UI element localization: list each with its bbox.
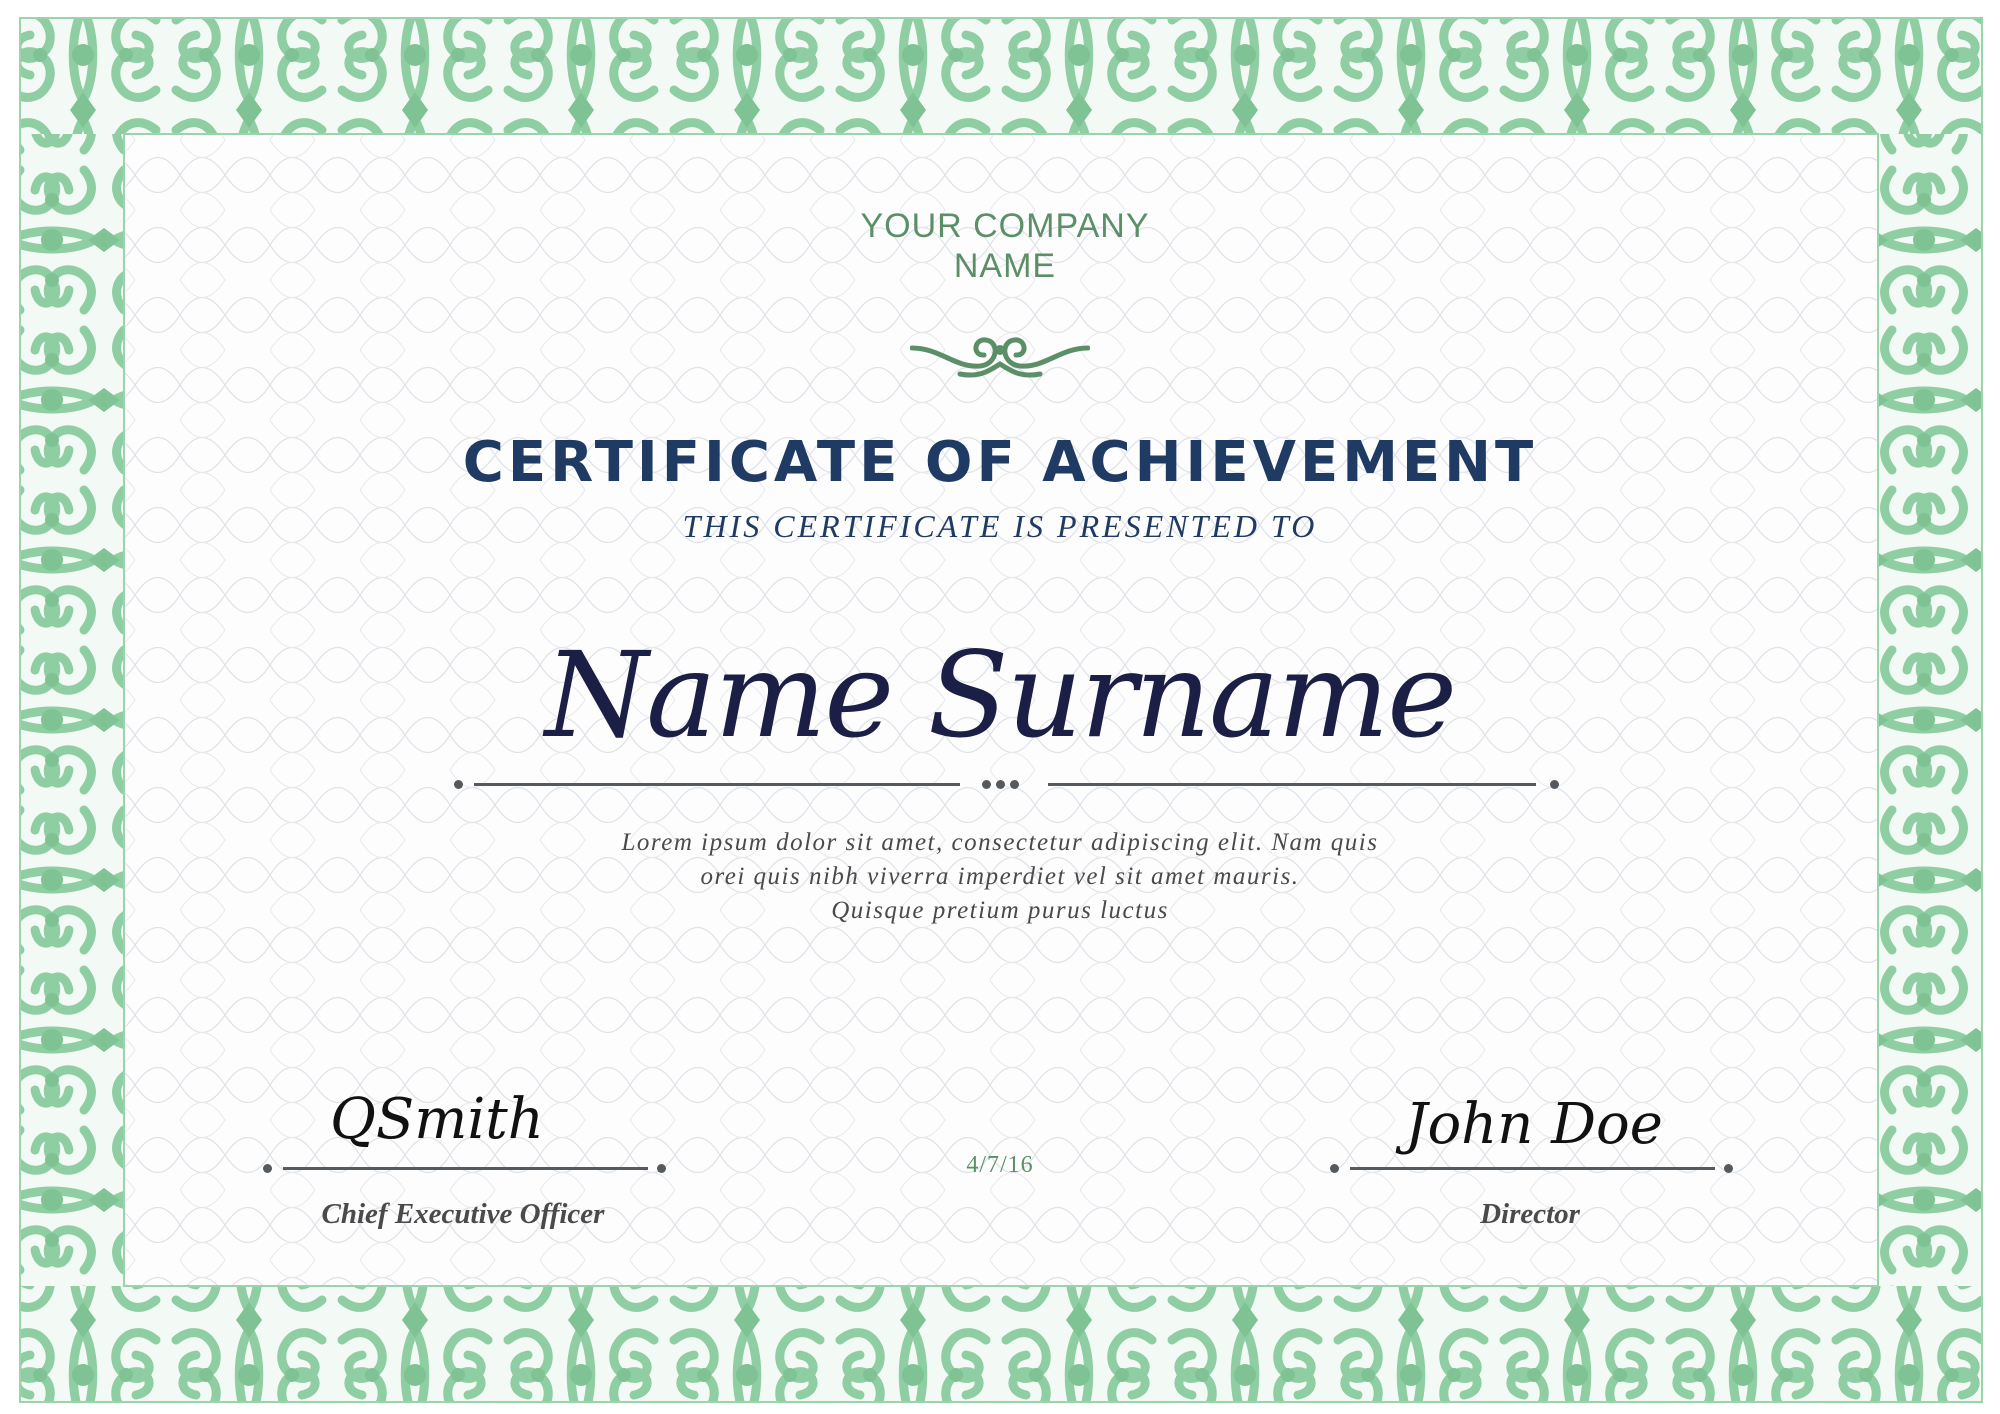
underline-center-dot-1 bbox=[982, 780, 991, 789]
underline-center-dot-3 bbox=[1010, 780, 1019, 789]
ceo-signature: QSmith bbox=[330, 1087, 544, 1152]
certificate-subtitle: THIS CERTIFICATE IS PRESENTED TO bbox=[682, 508, 1318, 544]
underline-center-dot-2 bbox=[996, 780, 1005, 789]
director-line-dot-right bbox=[1724, 1164, 1733, 1173]
swirl-ornament-icon bbox=[910, 328, 1090, 380]
ceo-line-dot-right bbox=[657, 1164, 666, 1173]
description-line-1: Lorem ipsum dolor sit amet, consectetur adipiscing elit. Nam quis bbox=[621, 829, 1379, 856]
director-signature-line bbox=[1350, 1167, 1715, 1170]
description-line-2: orei quis nibh viverra imperdiet vel sit amet mauris. bbox=[700, 863, 1300, 890]
underline-end-dot-left bbox=[454, 780, 463, 789]
company-name-line2: NAME bbox=[953, 247, 1057, 285]
company-name bbox=[850, 206, 1160, 286]
recipient-name: Name Surname bbox=[544, 626, 1456, 764]
description-line-3: Quisque pretium purus luctus bbox=[831, 897, 1169, 924]
director-title: Director bbox=[1480, 1198, 1580, 1230]
ceo-signature-line bbox=[283, 1167, 648, 1170]
director-signature: John Doe bbox=[1405, 1092, 1663, 1157]
certificate-title: CERTIFICATE OF ACHIEVEMENT bbox=[462, 430, 1538, 495]
underline-end-dot-right bbox=[1550, 780, 1559, 789]
company-name-line1: YOUR COMPANY bbox=[860, 207, 1150, 245]
director-line-dot-left bbox=[1330, 1164, 1339, 1173]
certificate-date: 4/7/16 bbox=[966, 1152, 1034, 1178]
ceo-line-dot-left bbox=[263, 1164, 272, 1173]
ceo-title: Chief Executive Officer bbox=[321, 1198, 605, 1230]
underline-right bbox=[1048, 783, 1536, 786]
certificate-description bbox=[560, 826, 1440, 928]
underline-left bbox=[474, 783, 960, 786]
